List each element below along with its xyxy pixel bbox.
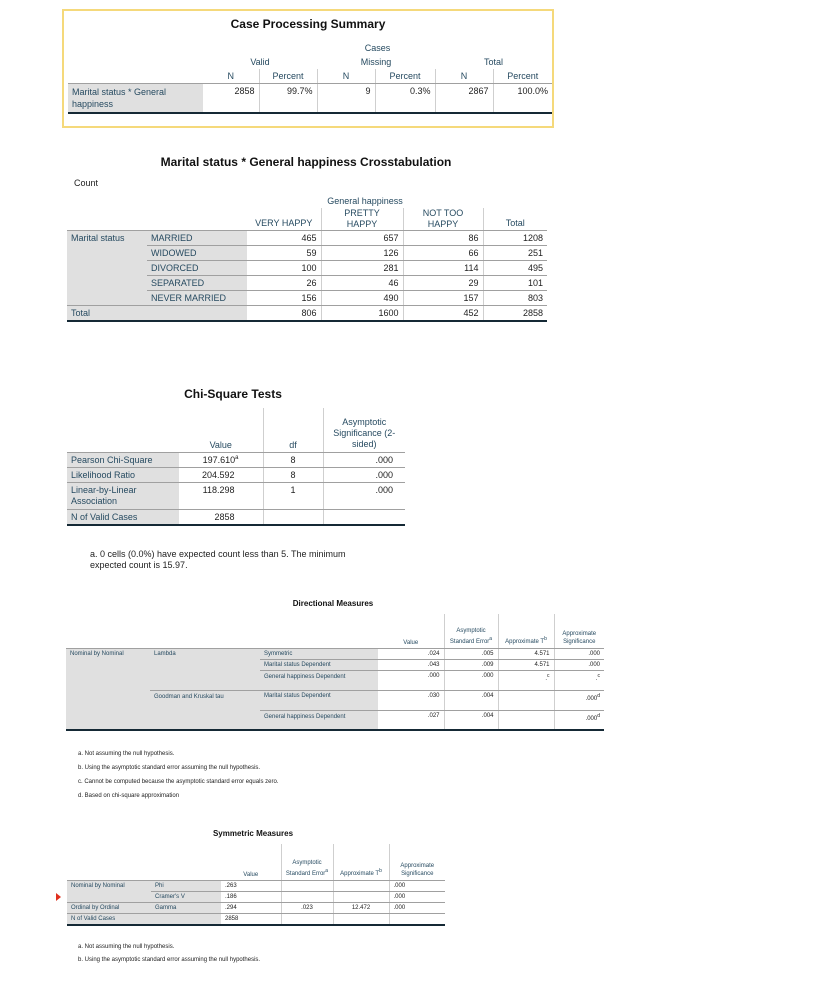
dir-group-label: Nominal by Nominal xyxy=(66,648,150,730)
sym-ordinal-label: Ordinal by Ordinal xyxy=(67,902,151,913)
sym-t-cell: 12.472 xyxy=(333,902,389,913)
dir-footnote-b: b. Using the asymptotic standard error assuming the null hypothesis. xyxy=(78,765,261,771)
missing-header: Missing xyxy=(360,57,392,67)
sym-nvalid-label: N of Valid Cases xyxy=(67,913,221,925)
case-processing-table xyxy=(68,41,552,114)
crosstab-table xyxy=(67,194,547,322)
n-header: N xyxy=(435,69,493,84)
crosstab-count-label: Count xyxy=(74,178,99,188)
dir-sig-cell: .000 xyxy=(554,659,604,670)
chi-value: 197.610 xyxy=(202,454,236,465)
valid-n-cell: 2858 xyxy=(203,84,259,114)
chi-row-label: Pearson Chi-Square xyxy=(67,452,179,467)
dir-col-sig: Approximate Significance xyxy=(554,614,604,648)
dir-sig-cell xyxy=(554,690,604,710)
percent-header: Percent xyxy=(259,69,317,84)
lambda-label: Lambda xyxy=(150,648,260,690)
cell: 114 xyxy=(403,261,483,276)
cell: 806 xyxy=(247,306,321,322)
dir-sig-cell: .000 xyxy=(554,648,604,659)
chi-value-cell xyxy=(179,452,263,467)
dir-sig-value: .000 xyxy=(585,715,598,722)
chi-row-label: N of Valid Cases xyxy=(67,509,179,525)
general-happiness-header: General happiness xyxy=(327,196,403,206)
cell: 157 xyxy=(403,291,483,306)
dir-col-t-text: Approximate T xyxy=(505,638,545,645)
chi-value-cell: 204.592 xyxy=(179,467,263,482)
chi-sig-cell xyxy=(323,509,405,525)
dir-value-cell: .043 xyxy=(378,659,444,670)
percent-header: Percent xyxy=(375,69,435,84)
sym-row-label: Phi xyxy=(151,880,221,891)
sym-ase-cell: .023 xyxy=(281,902,333,913)
row-label-married: MARRIED xyxy=(147,231,247,246)
cell: 156 xyxy=(247,291,321,306)
cell: 29 xyxy=(403,276,483,291)
col-total: Total xyxy=(483,208,547,231)
sym-ase-cell xyxy=(281,913,333,925)
sym-sig-cell: .000 xyxy=(389,880,445,891)
cell: 126 xyxy=(321,246,403,261)
row-label-widowed: WIDOWED xyxy=(147,246,247,261)
total-header: Total xyxy=(484,57,504,67)
chi-df-cell xyxy=(263,509,323,525)
dir-value-cell: .027 xyxy=(378,710,444,730)
sym-ase-cell xyxy=(281,880,333,891)
dir-sig-value: . xyxy=(595,675,598,682)
sym-col-value: Value xyxy=(221,844,281,880)
chi-value-cell: 118.298 xyxy=(179,482,263,509)
dir-col-value: Value xyxy=(378,614,444,648)
sym-sig-cell xyxy=(389,913,445,925)
cell: 101 xyxy=(483,276,547,291)
sym-footnote-a: a. Not assuming the null hypothesis. xyxy=(78,944,175,950)
symmetric-title: Symmetric Measures xyxy=(212,829,294,838)
chi-square-table xyxy=(67,408,405,526)
chi-sig-cell: .000 xyxy=(323,482,405,509)
chi-value-cell: 2858 xyxy=(179,509,263,525)
footnote-marker: d xyxy=(597,692,600,699)
cell: 2858 xyxy=(483,306,547,322)
dir-sig-cell xyxy=(554,670,604,690)
cell: 46 xyxy=(321,276,403,291)
crosstab-title: Marital status * General happiness Crosstabulation xyxy=(160,155,452,169)
dir-footnote-a: a. Not assuming the null hypothesis. xyxy=(78,751,175,757)
cell: 495 xyxy=(483,261,547,276)
cases-header: Cases xyxy=(364,43,391,53)
chi-square-title: Chi-Square Tests xyxy=(184,387,282,401)
footnote-marker: a xyxy=(235,454,239,461)
row-label-separated: SEPARATED xyxy=(147,276,247,291)
dir-value-cell: .024 xyxy=(378,648,444,659)
dir-ase-cell: .009 xyxy=(444,659,498,670)
cell: 59 xyxy=(247,246,321,261)
footnote-marker: a xyxy=(489,635,493,642)
cell: 465 xyxy=(247,231,321,246)
dir-ase-cell: .005 xyxy=(444,648,498,659)
sym-sig-cell: .000 xyxy=(389,902,445,913)
chi-col-sig: Asymptotic Significance (2-sided) xyxy=(323,408,405,452)
cell: 657 xyxy=(321,231,403,246)
dir-value-cell: .030 xyxy=(378,690,444,710)
valid-percent-cell: 99.7% xyxy=(259,84,317,114)
n-header: N xyxy=(317,69,375,84)
dir-col-t xyxy=(498,614,554,648)
footnote-marker: b xyxy=(544,635,547,642)
row-label-never-married: NEVER MARRIED xyxy=(147,291,247,306)
case-processing-title: Case Processing Summary xyxy=(230,17,386,31)
dir-t-cell: 4.571 xyxy=(498,659,554,670)
dir-t-cell xyxy=(498,670,554,690)
marital-status-label: Marital status xyxy=(67,231,147,306)
chi-df-cell: 8 xyxy=(263,452,323,467)
sym-value-cell: .186 xyxy=(221,891,281,902)
chi-footnote: a. 0 cells (0.0%) have expected count less than 5. The minimum expected count is 15.97. xyxy=(90,549,346,570)
footnote-marker: a xyxy=(325,867,329,874)
percent-header: Percent xyxy=(493,69,552,84)
cell: 251 xyxy=(483,246,547,261)
dir-row-label: Marital status Dependent xyxy=(260,659,378,670)
sym-nominal-label: Nominal by Nominal xyxy=(67,880,151,902)
sym-value-cell: .263 xyxy=(221,880,281,891)
dir-sig-cell xyxy=(554,710,604,730)
sym-t-cell xyxy=(333,891,389,902)
dir-value-cell: .000 xyxy=(378,670,444,690)
sym-nvalid-cell: 2858 xyxy=(221,913,281,925)
cell: 803 xyxy=(483,291,547,306)
n-header: N xyxy=(203,69,259,84)
sym-row-label: Gamma xyxy=(151,902,221,913)
dir-footnote-d: d. Based on chi-square approximation xyxy=(78,793,180,799)
dir-ase-cell: .000 xyxy=(444,670,498,690)
chi-df-cell: 1 xyxy=(263,482,323,509)
dir-ase-cell: .004 xyxy=(444,690,498,710)
sym-t-cell xyxy=(333,913,389,925)
cell: 1208 xyxy=(483,231,547,246)
directional-title: Directional Measures xyxy=(292,599,374,608)
missing-n-cell: 9 xyxy=(317,84,375,114)
sym-col-t xyxy=(333,844,389,880)
sym-row-label: Cramer's V xyxy=(151,891,221,902)
chi-sig-cell: .000 xyxy=(323,467,405,482)
chi-df-cell: 8 xyxy=(263,467,323,482)
dir-col-ase-text: Asymptotic Standard Error xyxy=(449,627,490,645)
dir-col-ase xyxy=(444,614,498,648)
chi-col-value: Value xyxy=(179,408,263,452)
total-n-cell: 2867 xyxy=(435,84,493,114)
total-percent-cell: 100.0% xyxy=(493,84,552,114)
chi-sig-cell: .000 xyxy=(323,452,405,467)
dir-row-label: Symmetric xyxy=(260,648,378,659)
dir-t-value: . xyxy=(545,675,547,682)
sym-value-cell: .294 xyxy=(221,902,281,913)
chi-row-label: Likelihood Ratio xyxy=(67,467,179,482)
dir-row-label: General happiness Dependent xyxy=(260,670,378,690)
row-marker-icon xyxy=(56,893,61,901)
sym-t-cell xyxy=(333,880,389,891)
footnote-marker: c xyxy=(547,672,550,679)
dir-t-cell: 4.571 xyxy=(498,648,554,659)
col-very-happy: VERY HAPPY xyxy=(247,208,321,231)
dir-t-cell xyxy=(498,690,554,710)
chi-row-label: Linear-by-Linear Association xyxy=(67,482,179,509)
dir-ase-cell: .004 xyxy=(444,710,498,730)
dir-row-label: General happiness Dependent xyxy=(260,710,378,730)
case-row-label: Marital status * General happiness xyxy=(68,84,203,114)
case-processing-summary[interactable] xyxy=(62,9,554,128)
sym-col-ase xyxy=(281,844,333,880)
cell: 452 xyxy=(403,306,483,322)
sym-sig-cell: .000 xyxy=(389,891,445,902)
col-not-too-happy: NOT TOO HAPPY xyxy=(403,208,483,231)
footnote-marker: b xyxy=(379,867,382,874)
dir-sig-value: .000 xyxy=(585,695,598,702)
valid-header: Valid xyxy=(250,57,270,67)
footnote-marker: c xyxy=(597,672,600,679)
symmetric-table xyxy=(67,844,445,926)
cell: 26 xyxy=(247,276,321,291)
directional-table xyxy=(66,614,604,731)
cell: 490 xyxy=(321,291,403,306)
sym-ase-cell xyxy=(281,891,333,902)
missing-percent-cell: 0.3% xyxy=(375,84,435,114)
sym-col-ase-text: Asymptotic Standard Error xyxy=(285,859,326,877)
dir-footnote-c: c. Cannot be computed because the asymptotic standard error equals zero. xyxy=(78,779,279,785)
sym-col-sig: Approximate Significance xyxy=(389,844,445,880)
cell: 1600 xyxy=(321,306,403,322)
dir-t-cell xyxy=(498,710,554,730)
sym-col-t-text: Approximate T xyxy=(340,870,380,877)
cell: 86 xyxy=(403,231,483,246)
sym-footnote-b: b. Using the asymptotic standard error assuming the null hypothesis. xyxy=(78,957,261,963)
chi-col-df: df xyxy=(263,408,323,452)
gk-tau-label: Goodman and Kruskal tau xyxy=(150,690,260,730)
footnote-marker: d xyxy=(597,712,600,719)
row-label-total: Total xyxy=(67,306,247,322)
cell: 100 xyxy=(247,261,321,276)
row-label-divorced: DIVORCED xyxy=(147,261,247,276)
dir-row-label: Marital status Dependent xyxy=(260,690,378,710)
col-pretty-happy: PRETTY HAPPY xyxy=(321,208,403,231)
cell: 281 xyxy=(321,261,403,276)
cell: 66 xyxy=(403,246,483,261)
